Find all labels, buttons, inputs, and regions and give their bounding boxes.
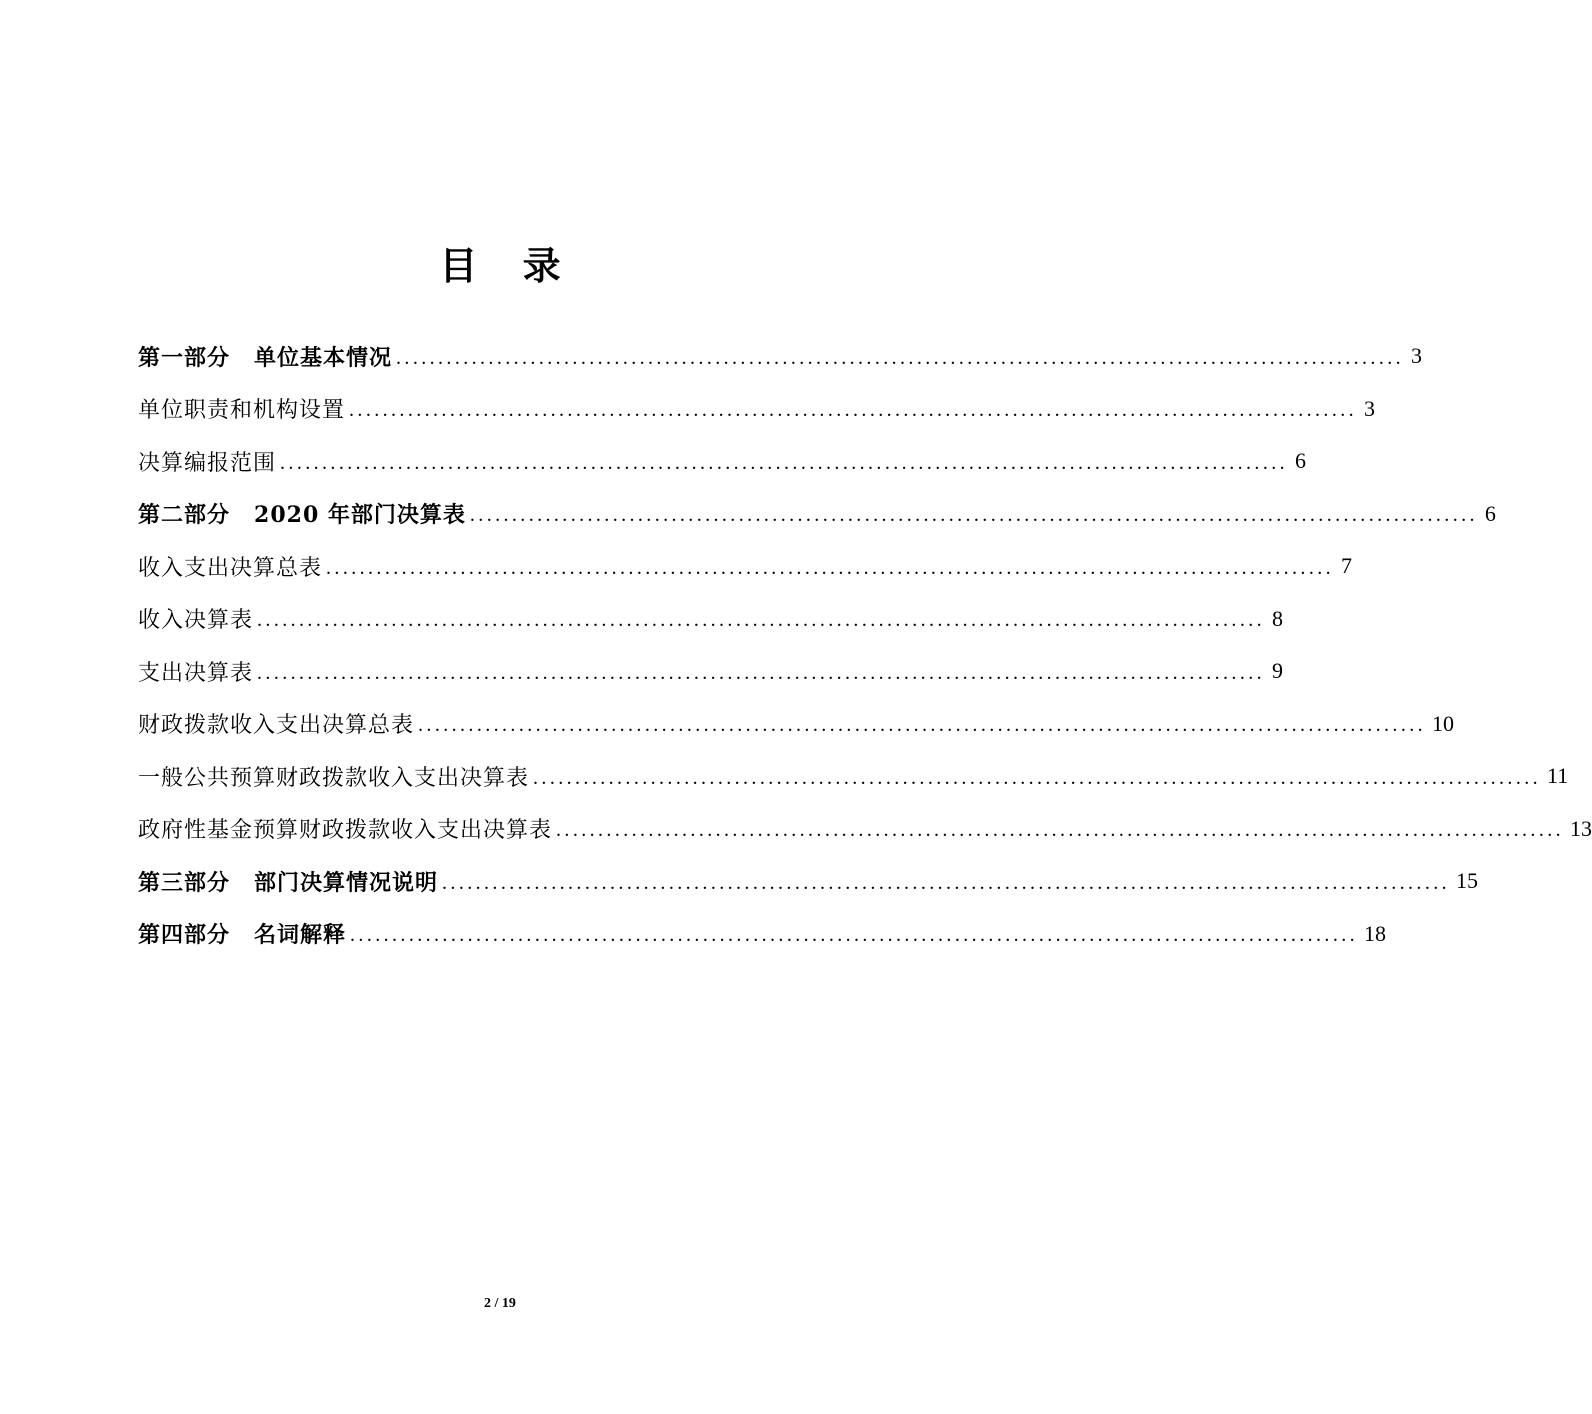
toc-page-number: 3 <box>1364 395 1376 421</box>
toc-page-number: 11 <box>1547 763 1569 789</box>
toc-page-number: 3 <box>1411 343 1423 369</box>
toc-page-number: 6 <box>1484 500 1496 526</box>
toc-part-number: 第四部分 <box>138 922 231 949</box>
toc-part-number: 第三部分 <box>138 869 231 896</box>
toc-entry-title: 一般公共预算财政拨款收入支出决算表 <box>138 765 530 791</box>
toc-entry-expense-table[interactable] <box>138 645 1284 698</box>
toc-entry-title: 2020 年部门决算表 <box>254 502 466 529</box>
toc-entry-government-fund-budget[interactable] <box>138 803 1592 856</box>
toc-entry-reporting-scope[interactable] <box>138 435 1307 488</box>
toc-entry-general-public-budget[interactable] <box>138 750 1569 803</box>
toc-page-number: 13 <box>1570 815 1592 841</box>
toc-page-number: 6 <box>1295 448 1307 474</box>
toc-page-number: 8 <box>1272 605 1284 631</box>
toc-entry-title: 单位职责和机构设置 <box>138 398 346 424</box>
toc-part-number: 第二部分 <box>138 502 231 529</box>
page-title: 目 录 <box>439 244 577 288</box>
toc-entry-title: 收入支出决算总表 <box>138 555 323 581</box>
toc-page-number: 18 <box>1364 920 1387 946</box>
toc-entry-part-4[interactable] <box>138 908 1387 961</box>
toc-page-number: 9 <box>1272 658 1284 684</box>
toc-leader-dots: ........................................................................................................................ <box>418 714 1427 737</box>
toc-entry-fiscal-appropriation-summary[interactable] <box>138 698 1455 751</box>
toc-entry-title: 单位基本情况 <box>254 344 393 371</box>
toc-entry-income-expense-summary[interactable] <box>138 540 1353 593</box>
toc-leader-dots: ........................................................................................................................ <box>442 871 1451 894</box>
toc-entry-title: 政府性基金预算财政拨款收入支出决算表 <box>138 818 553 844</box>
toc-entry-part-2[interactable] <box>138 488 1496 541</box>
toc-entry-part-1[interactable] <box>138 330 1423 383</box>
toc-entry-income-table[interactable] <box>138 593 1284 646</box>
toc-page-number: 15 <box>1456 868 1479 894</box>
toc-part-number: 第一部分 <box>138 344 231 371</box>
table-of-contents <box>138 330 1592 960</box>
toc-entry-title: 财政拨款收入支出决算总表 <box>138 713 415 739</box>
toc-leader-dots: ........................................................................................................................ <box>533 766 1542 789</box>
page-number-footer: 2 / 19 <box>484 1296 516 1311</box>
toc-entry-title: 部门决算情况说明 <box>254 869 439 896</box>
toc-entry-unit-duties[interactable] <box>138 383 1376 436</box>
toc-leader-dots: ........................................................................................................................ <box>257 661 1266 684</box>
toc-leader-dots: ........................................................................................................................ <box>469 504 1478 527</box>
toc-leader-dots: ........................................................................................................................ <box>396 346 1405 369</box>
toc-leader-dots: ........................................................................................................................ <box>257 609 1266 632</box>
toc-leader-dots: ........................................................................................................................ <box>349 399 1358 422</box>
toc-entry-title: 支出决算表 <box>138 660 254 686</box>
toc-entry-title: 收入决算表 <box>138 608 254 634</box>
toc-entry-part-3[interactable] <box>138 855 1479 908</box>
toc-entry-title: 决算编报范围 <box>138 450 277 476</box>
toc-leader-dots: ........................................................................................................................ <box>556 819 1565 842</box>
toc-page-number: 7 <box>1341 553 1353 579</box>
toc-page-number: 10 <box>1432 710 1455 736</box>
toc-leader-dots: ........................................................................................................................ <box>350 924 1359 947</box>
toc-leader-dots: ........................................................................................................................ <box>326 556 1335 579</box>
toc-entry-title: 名词解释 <box>254 922 347 949</box>
toc-leader-dots: ........................................................................................................................ <box>280 451 1289 474</box>
